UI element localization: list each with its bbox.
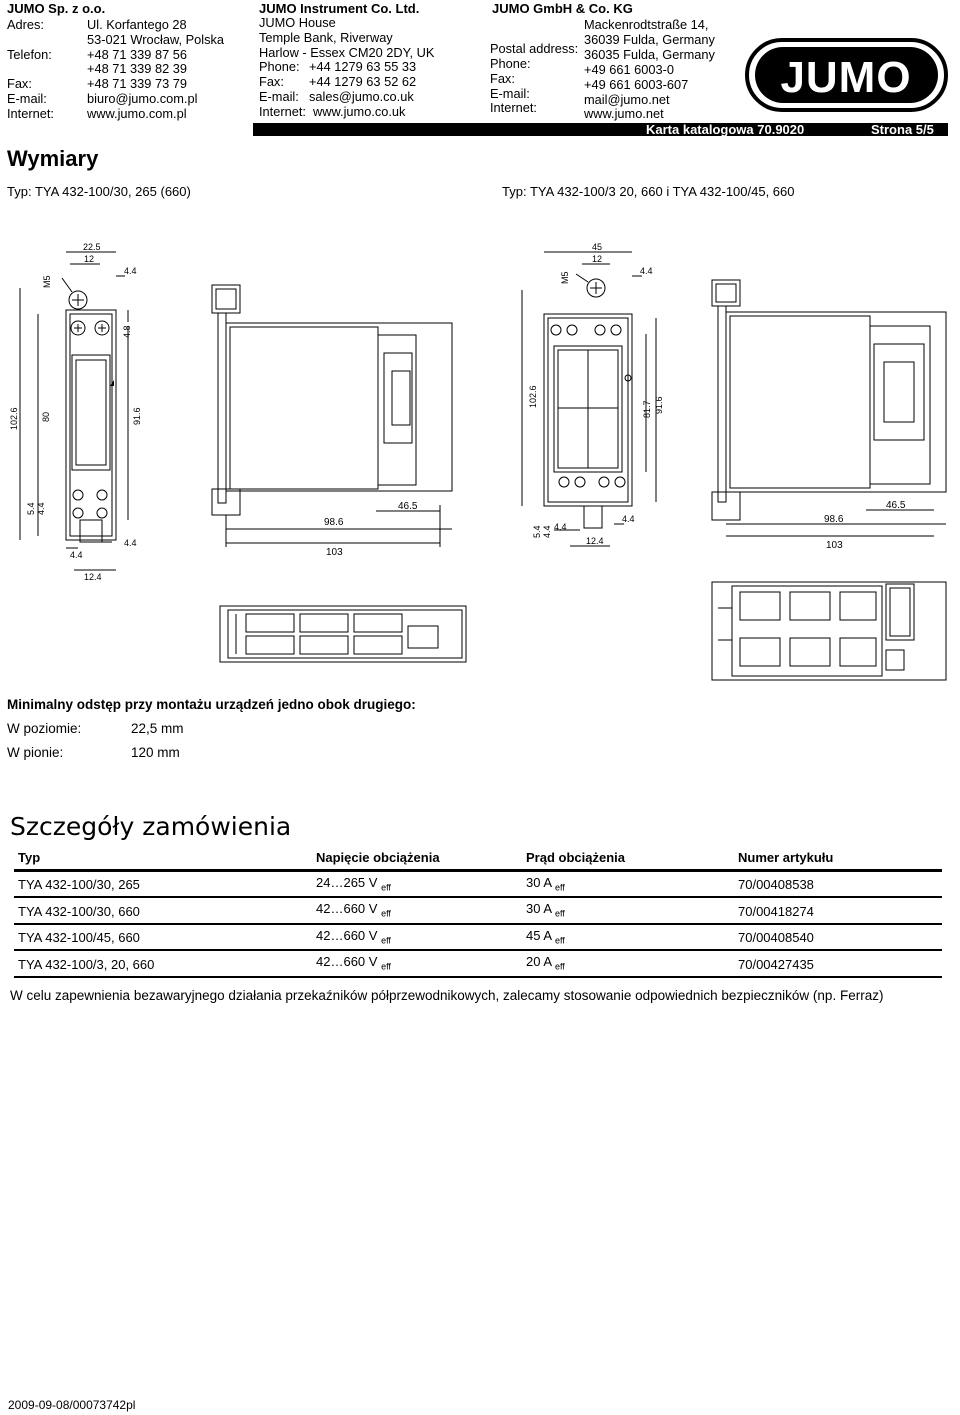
dim-label: 98.6 — [824, 514, 844, 525]
phone-value: +49 661 6003-0 — [584, 62, 675, 77]
email-link[interactable]: biuro@jumo.com.pl — [87, 90, 198, 106]
table-row — [14, 950, 942, 977]
addr-value: 53-021 Wrocław, Polska — [87, 31, 225, 47]
dim-label: 103 — [826, 540, 843, 551]
table-row — [14, 897, 942, 924]
left-type: TYA 432-100/30, 265 (660) — [34, 184, 191, 199]
spacing-h-value: 22,5 mm — [131, 721, 184, 736]
dim-label: 45 — [592, 242, 603, 252]
internet-label: Internet: — [259, 103, 306, 119]
left-bottom-drawing — [218, 604, 470, 666]
address-uk — [259, 16, 434, 120]
address-pl — [7, 18, 224, 122]
dim-label: M5 — [42, 275, 52, 288]
company-de: JUMO GmbH & Co. KG — [492, 1, 633, 16]
phone-label: Phone: — [490, 56, 531, 71]
cell-voltage: 42…660 V $_{eff}$ — [312, 950, 522, 977]
dim-label: 102.6 — [528, 385, 538, 408]
fax-value: +44 1279 63 52 62 — [309, 74, 417, 90]
dim-label: 46.5 — [886, 500, 906, 511]
fax-label: Fax: — [490, 71, 515, 86]
table-header-row — [14, 846, 942, 870]
dim-label: 80 — [41, 411, 51, 422]
col-header-voltage: Napięcie obciążenia — [316, 849, 440, 865]
left-side-drawing — [200, 275, 460, 565]
svg-text:JUMO: JUMO — [780, 53, 912, 102]
addr-line: Mackenrodtstraße 14, — [584, 17, 709, 32]
cell-article: 70/00427435 — [734, 950, 942, 977]
cell-typ: TYA 432-100/30, 265 — [14, 870, 312, 897]
cell-current: 30 A $_{eff}$ — [522, 870, 734, 897]
cell-typ: TYA 432-100/30, 660 — [14, 897, 312, 924]
dim-label: 4.4 — [70, 550, 83, 560]
jumo-logo — [745, 38, 948, 112]
dim-label: 5.4 — [26, 502, 36, 515]
dim-label: 4.4 — [124, 538, 137, 548]
dim-label: 4.4 — [554, 522, 567, 532]
email-label: E-mail: — [259, 88, 299, 104]
dim-label: 98.6 — [324, 517, 344, 528]
website-link[interactable]: www.jumo.co.uk — [313, 103, 406, 119]
right-side-drawing — [700, 270, 960, 560]
website-link[interactable]: www.jumo.com.pl — [87, 105, 187, 121]
cell-current: 30 A $_{eff}$ — [522, 897, 734, 924]
fax-label: Fax: — [7, 76, 32, 92]
fax-value: +48 71 339 73 79 — [87, 76, 187, 92]
spacing-v-value: 120 mm — [131, 745, 180, 760]
phone-label — [7, 62, 87, 77]
col-header-typ: Typ — [18, 849, 41, 865]
dim-label: 4.4 — [36, 502, 46, 515]
cell-typ: TYA 432-100/3, 20, 660 — [14, 950, 312, 977]
typ-prefix: Typ: — [502, 184, 527, 199]
dim-label: 12 — [84, 254, 95, 264]
addr-line: Temple Bank, Riverway — [259, 29, 393, 45]
right-front-drawing — [510, 238, 670, 558]
spacing-v-label: W pionie: — [7, 745, 64, 760]
catalog-banner — [253, 123, 948, 136]
dim-label: 102.6 — [9, 407, 19, 430]
phone-value: +48 71 339 87 56 — [87, 46, 187, 62]
table-row — [14, 924, 942, 951]
email-label: E-mail: — [490, 86, 530, 101]
email-link[interactable]: sales@jumo.co.uk — [309, 88, 414, 104]
fuse-note: W celu zapewnienia bezawaryjnego działania przekaźników półprzewodnikowych, zalecamy stosowanie odpowiednich bezpieczników (np. Ferraz) — [10, 988, 884, 1003]
table-row — [14, 870, 942, 897]
dim-label: 91.6 — [654, 396, 664, 414]
dim-label: 46.5 — [398, 501, 418, 512]
dim-label: 12 — [592, 254, 603, 264]
right-type-label — [502, 184, 795, 199]
fax-label: Fax: — [259, 74, 284, 90]
dim-label: 4.4 — [542, 525, 552, 538]
page-number: Strona 5/5 — [871, 122, 934, 137]
col-header-article: Numer artykułu — [738, 849, 834, 865]
dim-label: 103 — [326, 547, 343, 558]
dim-label: 4.4 — [640, 266, 653, 276]
footer-doc-id: 2009-09-08/00073742pl — [8, 1398, 136, 1412]
phone-label: Phone: — [259, 59, 300, 75]
cell-voltage: 42…660 V $_{eff}$ — [312, 924, 522, 951]
addr-label: Adres: — [7, 17, 44, 32]
website-link[interactable]: www.jumo.net — [584, 106, 664, 121]
col-header-current: Prąd obciążenia — [526, 849, 625, 865]
order-title: Szczegóły zamówienia — [10, 812, 292, 841]
spacing-title: Minimalny odstęp przy montażu urządzeń jedno obok drugiego: — [7, 697, 416, 712]
right-type: TYA 432-100/3 20, 660 i TYA 432-100/45, 660 — [529, 184, 795, 199]
typ-prefix: Typ: — [7, 184, 32, 199]
internet-label: Internet: — [490, 100, 537, 115]
dim-label: 4.4 — [124, 266, 137, 276]
phone-value: +48 71 339 82 39 — [87, 61, 187, 77]
cell-voltage: 42…660 V $_{eff}$ — [312, 897, 522, 924]
addr-line: 36039 Fulda, Germany — [584, 32, 715, 47]
dim-label: 12.4 — [586, 536, 604, 546]
dim-label: 12.4 — [84, 572, 102, 582]
dim-label: 91.6 — [132, 407, 142, 425]
dim-label: M5 — [560, 271, 570, 284]
cell-current: 20 A $_{eff}$ — [522, 950, 734, 977]
phone-label: Telefon: — [7, 46, 52, 62]
dim-label: 5.4 — [532, 525, 542, 538]
cell-article: 70/00408538 — [734, 870, 942, 897]
fax-value: +49 661 6003-607 — [584, 77, 689, 92]
dim-label: 4.8 — [122, 325, 132, 338]
email-link[interactable]: mail@jumo.net — [584, 92, 670, 107]
spacing-h-label: W poziomie: — [7, 721, 82, 736]
company-pl: JUMO Sp. z o.o. — [7, 1, 106, 16]
cell-voltage: 24…265 V $_{eff}$ — [312, 870, 522, 897]
dim-label: 22.5 — [83, 242, 101, 252]
addr-line: JUMO House — [259, 15, 336, 30]
cell-article: 70/00408540 — [734, 924, 942, 951]
order-table — [14, 846, 942, 978]
dimensions-title: Wymiary — [7, 146, 99, 171]
left-type-label — [7, 184, 191, 199]
addr-value: Ul. Korfantego 28 — [87, 17, 187, 32]
catalog-number: Karta katalogowa 70.9020 — [646, 122, 805, 137]
left-front-drawing — [0, 230, 160, 585]
addr-label — [7, 33, 87, 48]
company-uk: JUMO Instrument Co. Ltd. — [259, 1, 420, 16]
dim-label: 81.7 — [642, 400, 652, 418]
right-bottom-drawing — [710, 578, 950, 684]
cell-article: 70/00418274 — [734, 897, 942, 924]
dim-label: 4.4 — [622, 514, 635, 524]
addr-line: Harlow - Essex CM20 2DY, UK — [259, 44, 435, 60]
email-label: E-mail: — [7, 90, 47, 106]
cell-typ: TYA 432-100/45, 660 — [14, 924, 312, 951]
internet-label: Internet: — [7, 105, 54, 121]
phone-value: +44 1279 63 55 33 — [309, 59, 417, 75]
postal-value: 36035 Fulda, Germany — [584, 47, 715, 62]
cell-current: 45 A $_{eff}$ — [522, 924, 734, 951]
postal-label: Postal address: — [490, 41, 579, 56]
